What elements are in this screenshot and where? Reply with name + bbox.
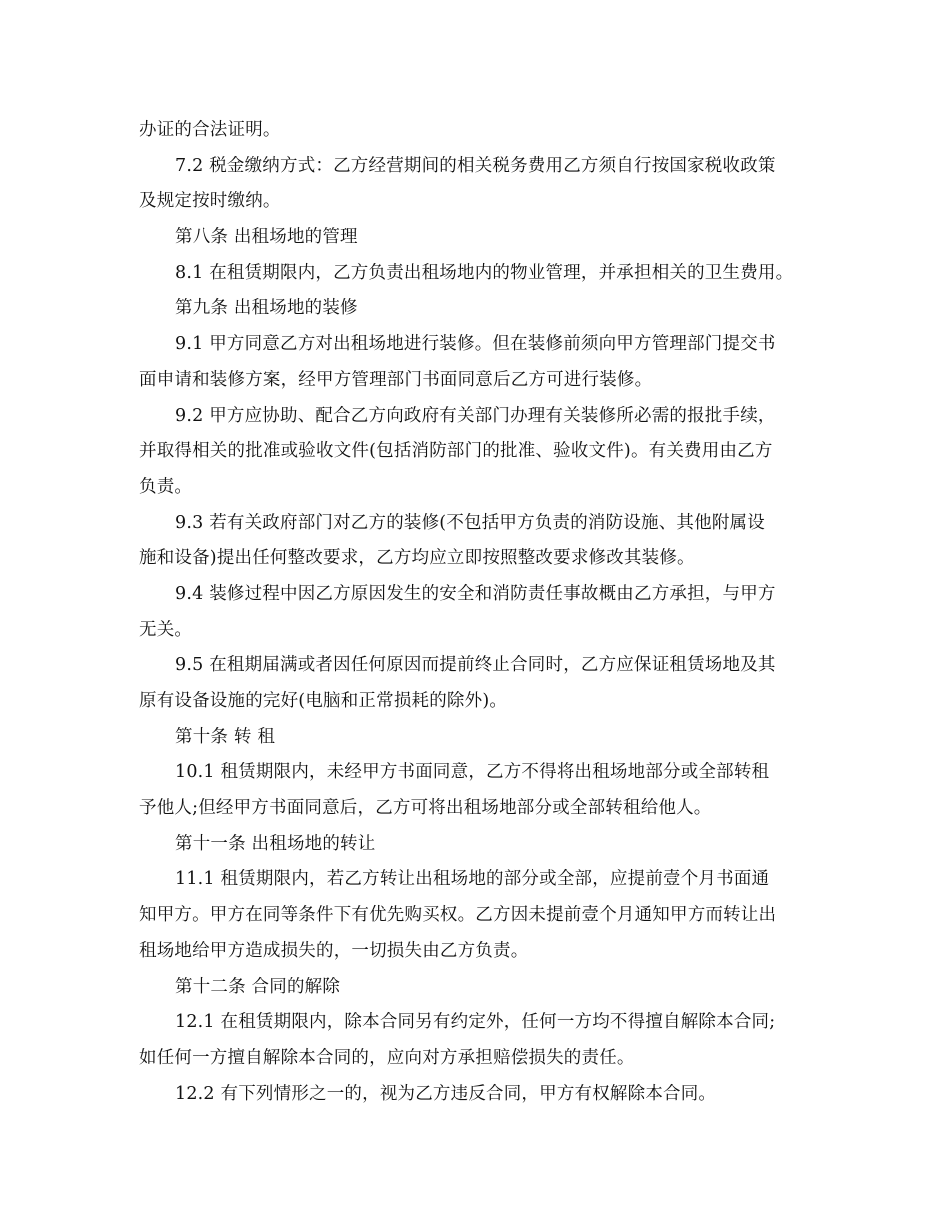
article-heading: 第八条 出租场地的管理 bbox=[175, 227, 358, 248]
text-line: 租场地给甲方造成损失的，一切损失由乙方负责。 bbox=[139, 940, 529, 961]
text-line: 施和设备)提出任何整改要求，乙方均应立即按照整改要求修改其装修。 bbox=[139, 548, 695, 569]
text-line: 9.5 在租期届满或者因任何原因而提前终止合同时，乙方应保证租赁场地及其 bbox=[175, 655, 776, 676]
text-line: 8.1 在租赁期限内，乙方负责出租场地内的物业管理，并承担相关的卫生费用。 bbox=[175, 262, 794, 283]
text-line: 知甲方。甲方在同等条件下有优先购买权。乙方因未提前壹个月通知甲方而转让出 bbox=[139, 905, 777, 926]
text-line: 11.1 租赁期限内，若乙方转让出租场地的部分或全部，应提前壹个月书面通 bbox=[175, 869, 770, 890]
text-line: 9.1 甲方同意乙方对出租场地进行装修。但在装修前须向甲方管理部门提交书 bbox=[175, 334, 776, 355]
text-line: 12.1 在租赁期限内，除本合同另有约定外，任何一方均不得擅自解除本合同; bbox=[175, 1012, 776, 1033]
text-line: 及规定按时缴纳。 bbox=[139, 191, 281, 212]
text-line: 原有设备设施的完好(电脑和正常损耗的除外)。 bbox=[139, 691, 508, 711]
article-heading: 第十二条 合同的解除 bbox=[175, 976, 341, 997]
text-line: 面申请和装修方案，经甲方管理部门书面同意后乙方可进行装修。 bbox=[139, 369, 653, 390]
text-line: 9.2 甲方应协助、配合乙方向政府有关部门办理有关装修所必需的报批手续， bbox=[175, 405, 776, 426]
text-line: 并取得相关的批准或验收文件(包括消防部门的批准、验收文件)。有关费用由乙方 bbox=[139, 441, 773, 462]
text-line: 10.1 租赁期限内，未经甲方书面同意，乙方不得将出租场地部分或全部转租 bbox=[175, 762, 770, 783]
text-line: 7.2 税金缴纳方式：乙方经营期间的相关税务费用乙方须自行按国家税收政策 bbox=[175, 155, 776, 176]
document-body bbox=[139, 113, 819, 1112]
text-line: 无关。 bbox=[139, 619, 193, 640]
article-heading: 第十条 转 租 bbox=[175, 726, 276, 747]
text-line: 办证的合法证明。 bbox=[139, 120, 281, 140]
text-line: 9.3 若有关政府部门对乙方的装修(不包括甲方负责的消防设施、其他附属设 bbox=[175, 512, 765, 533]
article-heading: 第十一条 出租场地的转让 bbox=[175, 833, 376, 854]
text-line: 负责。 bbox=[139, 476, 193, 497]
article-heading: 第九条 出租场地的装修 bbox=[175, 298, 358, 319]
text-line: 12.2 有下列情形之一的，视为乙方违反合同，甲方有权解除本合同。 bbox=[175, 1083, 717, 1104]
text-line: 如任何一方擅自解除本合同的，应向对方承担赔偿损失的责任。 bbox=[139, 1047, 635, 1068]
text-line: 予他人;但经甲方书面同意后，乙方可将出租场地部分或全部转租给他人。 bbox=[139, 798, 712, 819]
text-line: 9.4 装修过程中因乙方原因发生的安全和消防责任事故概由乙方承担，与甲方 bbox=[175, 583, 776, 604]
